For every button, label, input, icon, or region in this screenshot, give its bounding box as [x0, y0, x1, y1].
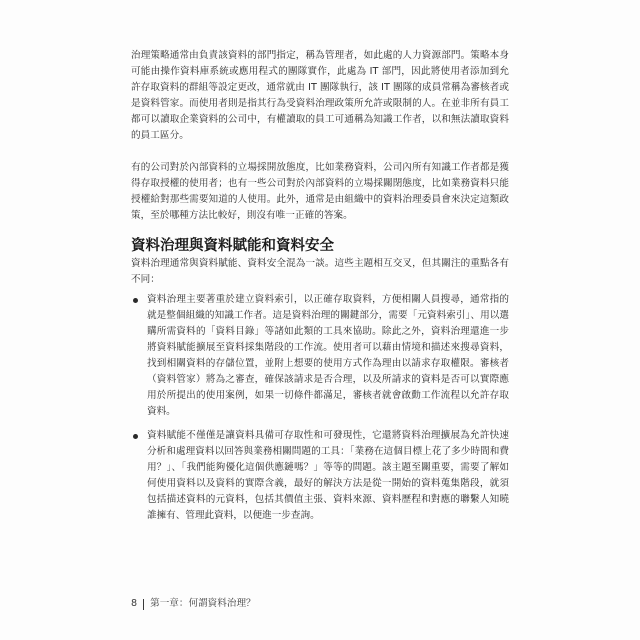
paragraph-governance-roles: 治理策略通常由負責該資料的部門指定，稱為管理者，如此處的人力資源部門。策略本身可能由操作資料庫系統或應用程式的團隊實作，此處為 IT 部門，因此將使用者添加到允許存取資料的群組等設定更改，通常就由 IT 團隊執行，該 IT 團隊的成員常稱為審核者或是資料管家。而使用者則是指其行為受資料治理政策所允許或限制的人。在並非所有員工都可以讀取企業資料的公司中，有權讀取的員工可通稱為知識工作者，以和無法讀取資料的員工區分。	[131, 50, 509, 141]
footer-divider	[143, 599, 144, 610]
bullet-item-enablement	[131, 428, 509, 524]
section-heading: 資料治理與資料賦能和資料安全	[131, 238, 334, 254]
page-number: 8	[131, 598, 138, 609]
bullet-icon	[133, 434, 138, 439]
bullet-list	[131, 292, 509, 524]
bullet-text: 資料賦能不僅僅是讓資料具備可存取性和可發現性，它還將資料治理擴展為允許快速分析和處理資料以回答與業務相關問題的工具：「業務在這個目標上花了多少時間和費用？」、「我們能夠優化這個供應鏈嗎？」等等的問題。該主題至關重要，需要了解如何使用資料以及資料的實際含義，最好的解決方法是從一開始的資料蒐集階段，就須包括描述資料的元資料，包括其價值主張、資料來源、資料歷程和對應的聯繫人知曉誰擁有、管理此資料，以便進一步查詢。	[147, 430, 509, 521]
bullet-icon	[133, 298, 138, 303]
bullet-text: 資料治理主要著重於建立資料索引，以正確存取資料，方便相關人員搜尋，通常指的就是整個組織的知識工作者。這是資料治理的關鍵部分，需要「元資料索引」、用以選購所需資料的「資料目錄」等諸如此類的工具來協助。除此之外，資料治理還進一步將資料賦能擴展至資料採集階段的工作流。使用者可以藉由情境和描述來搜尋資料，找到相關資料的存儲位置，並附上想要的使用方式作為理由以請求存取權限。審核者（資料管家）將為之審查，確保該請求是否合理，以及所請求的資料是否可以實際應用於所提出的使用案例，如果一切條件都滿足，審核者就會啟動工作流程以允許存取資料。	[147, 294, 509, 417]
bullet-item-governance	[131, 292, 509, 420]
paragraph-section-intro: 資料治理通常與資料賦能、資料安全混為一談。這些主題相互交叉，但其關注的重點各有不同：	[131, 258, 509, 285]
paragraph-access-stance: 有的公司對於內部資料的立場採開放態度，比如業務資料，公司內所有知識工作者都是獲得存取授權的使用者；也有一些公司對於內部資料的立場採關閉態度，比如業務資料只能授權給對那些需要知道的人使用。此外，通常是由組織中的資料治理委員會來決定這類政策，至於哪種方法比較好，則沒有唯一正確的答案。	[131, 162, 509, 221]
chapter-title: 第一章：何謂資料治理？	[150, 598, 256, 609]
page-footer	[131, 597, 256, 611]
